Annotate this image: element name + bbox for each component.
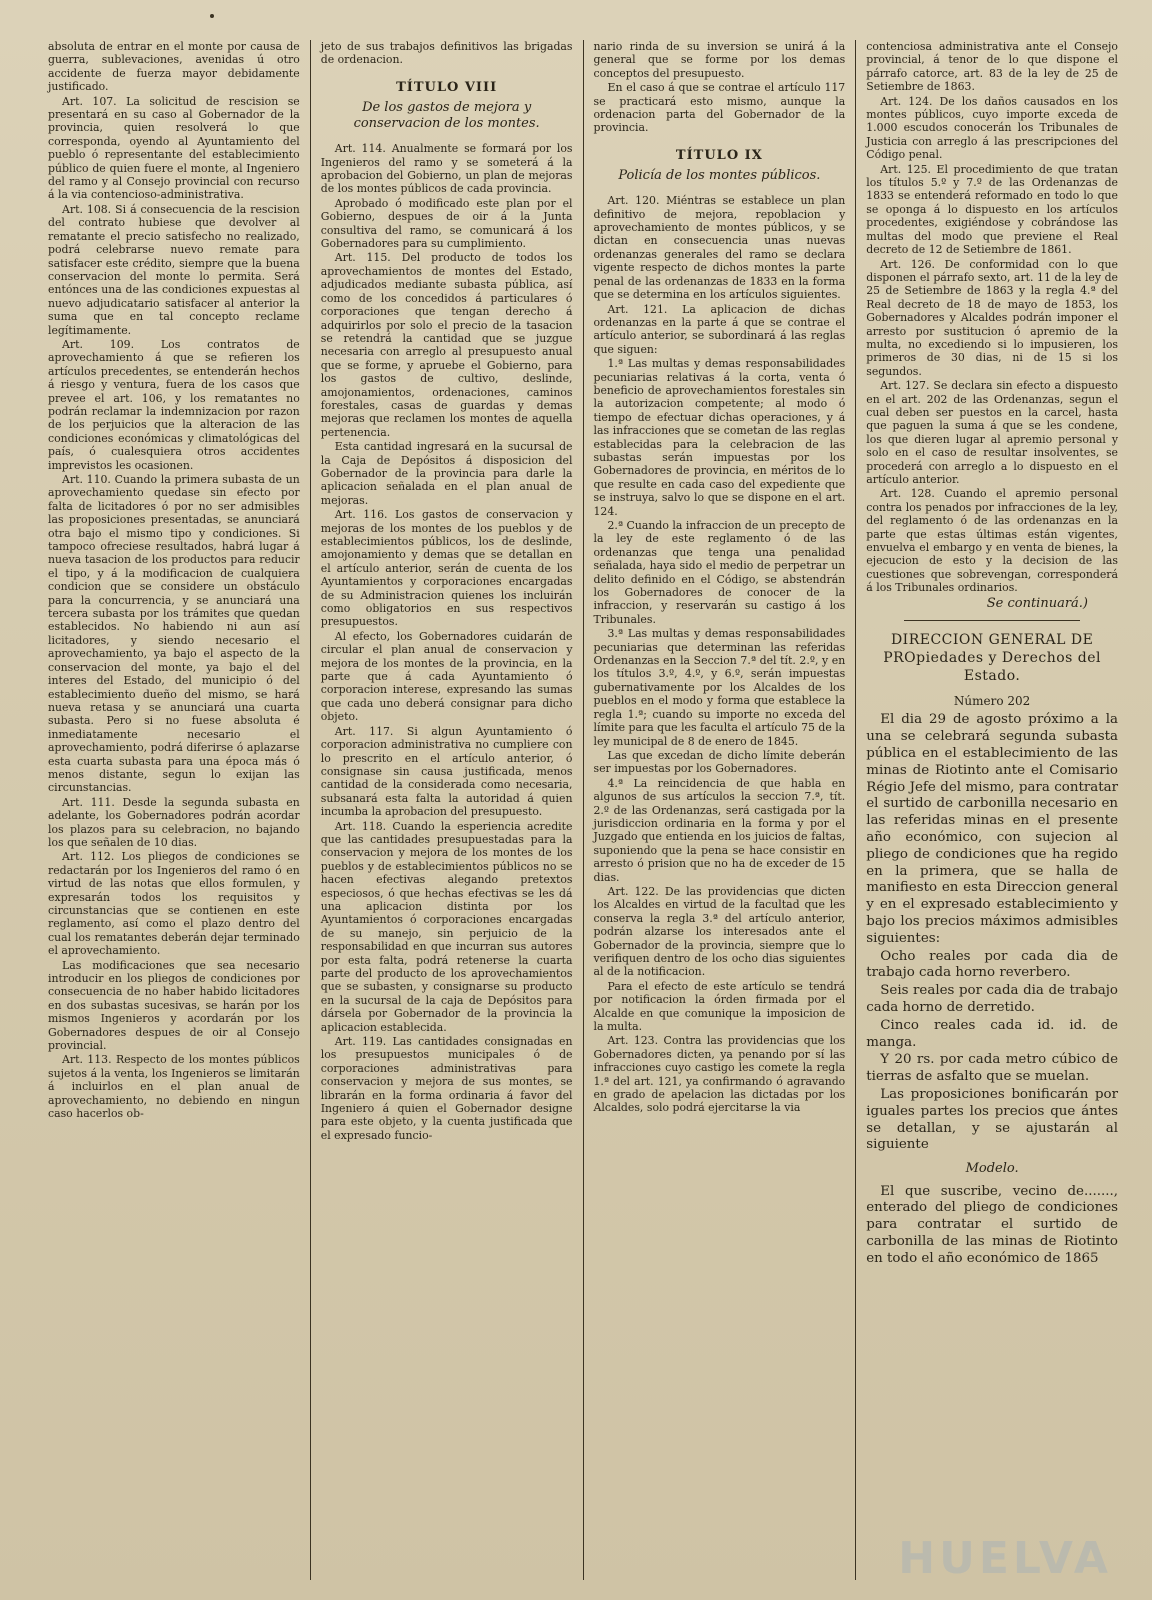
paragraph: nario rinda de su inversion se unirá á la general que se forme por los demas conceptos del presupuesto.: [593, 40, 846, 80]
paragraph: Art. 111. Desde la segunda subasta en adelante, los Gobernadores podrán acordar los plazos para su celebracion, no bajando los que señalen de 10 dias.: [48, 795, 300, 849]
notice-heading: DIRECCION GENERAL DE PROpiedades y Derechos del Estado.: [883, 632, 1102, 685]
paragraph: Art. 119. Las cantidades consignadas en los presupuestos municipales ó de corporaciones administrativas para conservacion y mejora de sus montes, se librarán en la forma ordinaria á favor del Ingeniero á quien el Gobernador designe para este objeto, y la cuenta justificada que el expresado funcio-: [320, 1035, 573, 1142]
paragraph: Art. 107. La solicitud de rescision se presentará en su caso al Gobernador de la provincia, quien resolverá lo que corresponda, oyendo al Ayuntamiento del pueblo ó representante del establecimiento público de quien fuere el monte, al Ingeniero del ramo y al Consejo provincial con recurso á la via contencioso-administrativa.: [48, 94, 300, 202]
section-subtitle: Policía de los montes públicos.: [618, 168, 821, 184]
paragraph: Art. 121. La aplicacion de dichas ordenanzas en la parte á que se contrae el artículo anterior, se subordinará á las reglas que siguen:: [593, 302, 846, 356]
model-paragraph: El que suscribe, vecino de......., enterado del pliego de condiciones para contratar el surtido de carbonilla de las minas de Riotinto en todo el año económico de 1865: [866, 1183, 1118, 1266]
column-2: [311, 40, 584, 1580]
paragraph: Art. 109. Los contratos de aprovechamiento á que se refieren los artículos precedentes, se entenderán hechos á riesgo y ventura, fuera de los casos que prevee el art. 106, y los rematantes no podrán reclamar la indemnizacion por razon de los perjuicios que la alteracion de las condiciones económicas y climatológicas del país, ó cualesquiera otros accidentes imprevistos les ocasionen.: [48, 337, 300, 472]
notice-paragraph: Ocho reales por cada dia de trabajo cada horno reverbero.: [866, 948, 1118, 981]
paragraph: Art. 110. Cuando la primera subasta de un aprovechamiento quedase sin efecto por falta de licitadores ó por no ser admisibles las proposiciones presentadas, se anunciará otra bajo el mismo tipo y condiciones. Si tampoco ofreciese resultados, habrá lugar á nueva tasacion de los productos para reducir el tipo, y á la modificacion de cualquiera condicion que se considere un obstáculo para la concurrencia, y se anunciará una tercera subasta por los trámites que quedan establecidos. No habiendo ni aun así licitadores, y siendo necesario el aprovechamiento, ya bajo el aspecto de la conservacion del monte, ya bajo el del interes del Estado, del municipio ó del establecimiento dueño del mismo, se hará nueva retasa y se anunciará una cuarta subasta. Pero si no fuese absoluta é inmediatamente necesario el aprovechamiento, podrá diferirse ó aplazarse esta cuarta subasta para una época más ó menos distante, segun lo exijan las circunstancias.: [48, 473, 300, 795]
divider: [904, 620, 1080, 621]
paragraph: absoluta de entrar en el monte por causa de guerra, sublevaciones, avenidas ú otro accidente de fuerza mayor debidamente justificado.: [48, 40, 300, 94]
paragraph: Art. 120. Miéntras se establece un plan definitivo de mejora, repoblacion y aprovechamiento de montes públicos, y se dictan en consecuencia unas nuevas ordenanzas generales del ramo se declara vigente respecto de dichos montes la parte penal de las ordenanzas de 1833 en la forma que se determina en los artículos siguientes.: [593, 194, 846, 302]
paragraph: Art. 112. Los pliegos de condiciones se redactarán por los Ingenieros del ramo ó en virtud de las notas que ellos formulen, y expresarán todos los requisitos y circunstancias que se contienen en este reglamento, así como el plazo dentro del cual los rematantes deberán dejar terminado el aprovechamiento.: [48, 850, 300, 958]
ink-dot: [210, 14, 214, 18]
paragraph: Art. 125. El procedimiento de que tratan los títulos 5.º y 7.º de las Ordenanzas de 1833 se entenderá reformado en todo lo que se oponga á lo dispuesto en los artículos procedentes, exigiéndose y cobrándose las multas del modo que previene el Real decreto de 12 de Setiembre de 1861.: [866, 162, 1118, 257]
paragraph: Art. 118. Cuando la esperiencia acredite que las cantidades presupuestadas para la conservacion y mejora de los montes de los pueblos y de establecimientos públicos no se hacen efectivas alegando pretextos especiosos, ó que hechas efectivas se les dá una aplicacion distinta por los Ayuntamientos ó corporaciones encargadas de su manejo, sin perjuicio de la responsabilidad en que incurran sus autores por esta falta, podrá retenerse la cuarta parte del producto de los aprovechamientos que se subasten, y consignarse su producto en la sucursal de la caja de Depósitos para dársela por Gobernador de la provincia la aplicacion establecida.: [320, 819, 573, 1034]
paragraph: Art. 117. Si algun Ayuntamiento ó corporacion administrativa no cumpliere con lo prescrito en el artículo anterior, ó consignase sin causa justificada, menos cantidad de la considerada como necesaria, subsanará esta falta la autoridad á quien incumba la aprobacion del presupuesto.: [320, 724, 573, 819]
paragraph: Aprobado ó modificado este plan por el Gobierno, despues de oir á la Junta consultiva del ramo, se comunicará á los Gobernadores para su cumplimiento.: [320, 196, 573, 251]
paragraph: En el caso á que se contrae el artículo 117 se practicará esto mismo, aunque la ordenacion parta del Gobernador de la provincia.: [593, 81, 846, 135]
paragraph: Las modificaciones que sea necesario introducir en los pliegos de condiciones por consecuencia de no haber habido licitadores en dos subastas sucesivas, se harán por los mismos Ingenieros y acordarán por los Gobernadores despues de oir al Consejo provincial.: [48, 958, 300, 1053]
paragraph: Art. 113. Respecto de los montes públicos sujetos á la venta, los Ingenieros se limitarán á incluirlos en el plan anual de aprovechamiento, no debiendo en ningun caso hacerlos ob-: [48, 1053, 300, 1121]
paragraph: Art. 128. Cuando el apremio personal contra los penados por infracciones de la ley, del reglamento ó de las ordenanzas en la parte que estas últimas están vigentes, envuelva el embargo y en venta de bienes, la ejecucion de esto y la decision de las cuestiones que sobrevengan, corresponderá á los Tribunales ordinarios.: [866, 487, 1118, 595]
column-3: [584, 40, 857, 1580]
paragraph: 4.ª La reincidencia de que habla en algunos de sus artículos la seccion 7.ª, tít. 2.º de las Ordenanzas, será castigada por la jurisdiccion ordinaria en la forma y por el Juzgado que entienda en los juicios de faltas, suponiendo que la pena se hace consistir en arresto ó prision que no ha de exceder de 15 dias.: [593, 776, 846, 884]
paragraph: jeto de sus trabajos definitivos las brigadas de ordenacion.: [320, 40, 573, 67]
notice-paragraph: Seis reales por cada dia de trabajo cada horno de derretido.: [866, 983, 1118, 1016]
paragraph: Al efecto, los Gobernadores cuidarán de circular el plan anual de conservacion y mejora de los montes de la provincia, en la parte que á cada Ayuntamiento ó corporacion interese, expresando las sumas que cada uno deberá consignar para dicho objeto.: [320, 629, 573, 724]
model-heading: Modelo.: [965, 1161, 1019, 1177]
paragraph: Art. 126. De conformidad con lo que disponen el párrafo sexto, art. 11 de la ley de 25 de Setiembre de 1863 y la regla 4.ª del Real decreto de 18 de mayo de 1853, los Gobernadores y Alcaldes podrán imponer el arresto por sustitucion ó apremio de la multa, no excediendo si lo impusieren, los primeros de 30 dias, ni de 15 si los segundos.: [866, 257, 1118, 378]
notice-paragraph: El dia 29 de agosto próximo a la una se celebrará segunda subasta pública en el establecimiento de las minas de Riotinto ante el Comisario Régio Jefe del mismo, para contratar el surtido de carbonilla necesario en las referidas minas en el presente año económico, con sujecion al pliego de condiciones que ha regido en la primera, que se halla de manifiesto en esta Direccion general y en el expresado establecimiento y bajo los precios máximos admisibles siguientes:: [866, 712, 1118, 946]
columns: [38, 40, 1128, 1580]
paragraph: 2.ª Cuando la infraccion de un precepto de la ley de este reglamento ó de las ordenanzas que tenga una penalidad señalada, haya sido el medio de perpetrar un delito definido en el Código, se abstendrán los Gobernadores de conocer de la infraccion, y reservarán su castigo á los Tribunales.: [593, 519, 846, 626]
section-subtitle: De los gastos de mejora y conservacion de los montes.: [353, 100, 540, 132]
to-be-continued: Se continuará.): [986, 595, 1088, 611]
paragraph: Las que excedan de dicho límite deberán ser impuestas por los Gobernadores.: [593, 748, 846, 776]
paragraph: Art. 114. Anualmente se formará por los Ingenieros del ramo y se someterá á la aprobacion del Gobierno, un plan de mejoras de los montes públicos de cada provincia.: [320, 142, 573, 196]
section-title: TÍTULO IX: [675, 147, 763, 163]
column-1: [38, 40, 311, 1580]
paragraph: Art. 122. De las providencias que dicten los Alcaldes en virtud de la facultad que les conserva la regla 3.ª del artículo anterior, podrán alzarse los interesados ante el Gobernador de la provincia, siempre que lo verifiquen dentro de los ocho dias siguientes al de la notificacion.: [593, 884, 846, 979]
paragraph: Art. 115. Del producto de todos los aprovechamientos de montes del Estado, adjudicados mediante subasta pública, así como de los concedidos á particulares ó corporaciones que tengan derecho á adquirirlos por solo el precio de la tasacion se retendrá la cantidad que se juzgue necesaria con arreglo al presupuesto anual que se forme, y apruebe el Gobierno, para los gastos de cultivo, deslinde, amojonamientos, ordenaciones, caminos forestales, casas de guardas y demas mejoras que reclamen los montes de aquella pertenencia.: [320, 251, 573, 439]
paragraph: Art. 116. Los gastos de conservacion y mejoras de los montes de los pueblos y de establecimientos públicos, los de deslinde, amojonamiento y demas que se detallan en el artículo anterior, serán de cuenta de los Ayuntamientos y corporaciones encargadas de su Administracion quienes los incluirán como obligatorios en sus respectivos presupuestos.: [320, 508, 573, 629]
paragraph: Art. 123. Contra las providencias que los Gobernadores dicten, ya penando por sí las infracciones cuyo castigo les comete la regla 1.ª del art. 121, ya confirmando ó agravando en grado de apelacion las dictadas por los Alcaldes, solo podrá ejercitarse la via: [593, 1034, 846, 1115]
paragraph: contenciosa administrativa ante el Consejo provincial, á tenor de lo que dispone el párrafo catorce, art. 83 de la ley de 25 de Setiembre de 1863.: [866, 40, 1118, 94]
notice-paragraph: Cinco reales cada id. id. de manga.: [866, 1017, 1118, 1050]
paragraph: Art. 124. De los daños causados en los montes públicos, cuyo importe exceda de 1.000 escudos conocerán los Tribunales de Justicia con arreglo á las prescripciones del Código penal.: [866, 94, 1118, 162]
paragraph: 1.ª Las multas y demas responsabilidades pecuniarias relativas á la corta, venta ó beneficio de aprovechamientos forestales sin la autorizacion competente; al modo ó tiempo de efectuar dichas operaciones, y á las infracciones que se cometan de las reglas establecidas para la celebracion de las subastas serán impuestas por los Gobernadores de provincia, en méritos de lo que resulte en cada caso del expediente que se instruya, salvo lo que se dispone en el art. 124.: [593, 357, 846, 518]
column-4: [856, 40, 1128, 1580]
paragraph: Para el efecto de este artículo se tendrá por notificacion la órden firmada por el Alcalde en que comunique la imposicion de la multa.: [593, 979, 846, 1034]
section-title: TÍTULO VIII: [396, 79, 498, 95]
paragraph: Art. 108. Si á consecuencia de la rescision del contrato hubiese que devolver al rematante el precio satisfecho no realizado, podrá celebrarse nuevo remate para satisfacer este crédito, siempre que la buena conservacion del monte lo permita. Será entónces una de las condiciones expuestas al nuevo adjudicatario satisfacer al anterior la suma que en tal concepto reclame legítimamente.: [48, 202, 300, 337]
watermark-logo: HUELVA: [898, 1533, 1112, 1584]
notice-number: Número 202: [953, 694, 1031, 709]
notice-paragraph: Las proposiciones bonificarán por iguales partes los precios que ántes se detallan, y se ajustarán al siguiente: [866, 1087, 1118, 1153]
paragraph: Art. 127. Se declara sin efecto a dispuesto en el art. 202 de las Ordenanzas, segun el cual deben ser puestos en la carcel, hasta que paguen la suma á que se les condene, los que dieren lugar al apremio personal y solo en el caso de resultar insolventes, se procederá con arreglo a lo dispuesto en el artículo anterior.: [866, 379, 1118, 486]
notice-paragraph: Y 20 rs. por cada metro cúbico de tierras de asfalto que se muelan.: [866, 1052, 1118, 1085]
paragraph: 3.ª Las multas y demas responsabilidades pecuniarias que determinan las referidas Ordenanzas en la Seccion 7.ª del tít. 2.º, y en los títulos 3.º, 4.º, y 6.º, serán impuestas gubernativamente por los Alcaldes de los pueblos en el modo y forma que establece la regla 1.ª; cuando su importe no exceda del límite para que les faculta el artículo 75 de la ley municipal de 8 de enero de 1845.: [593, 627, 846, 748]
paragraph: Esta cantidad ingresará en la sucursal de la Caja de Depósitos á disposicion del Gobernador de la provincia para darle la aplicacion señalada en el plan anual de mejoras.: [320, 440, 573, 507]
